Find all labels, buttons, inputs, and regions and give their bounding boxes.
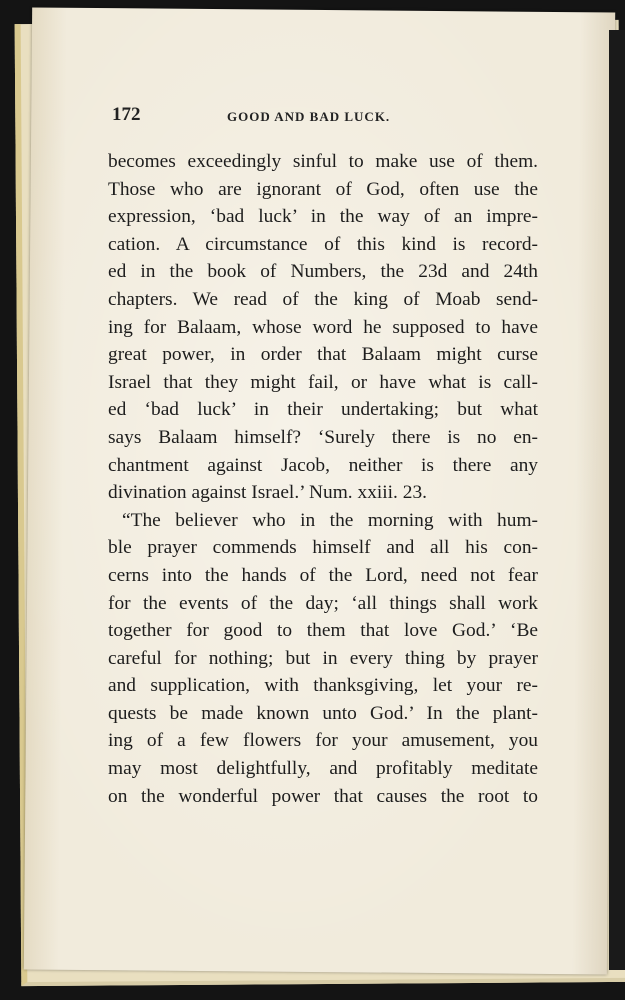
text-line: becomes exceedingly sinful to make use of them. <box>108 151 538 172</box>
text-line: chapters. We read of the king of Moab send- <box>108 288 538 310</box>
text-line: great power, in order that Balaam might curse <box>108 344 538 366</box>
text-line: Those who are ignorant of God, often use the <box>108 178 538 200</box>
binding-gutter <box>609 30 625 970</box>
text-line: ing of a few flowers for your amusement, you <box>108 730 538 752</box>
text-line: careful for nothing; but in every thing by prayer <box>108 647 538 669</box>
text-line: quests be made known unto God.’ In the plant- <box>108 702 538 724</box>
text-line: says Balaam himself? ‘Surely there is no en- <box>108 426 538 448</box>
text-line: cation. A circumstance of this kind is record- <box>108 233 538 255</box>
text-line: for the events of the day; ‘all things shall work <box>108 592 538 614</box>
text-line: ed in the book of Numbers, the 23d and 24th <box>108 261 538 283</box>
text-line: ed ‘bad luck’ in their undertaking; but what <box>108 399 538 421</box>
page-number: 172 <box>112 104 141 125</box>
text-line: on the wonderful power that causes the root to <box>108 785 538 807</box>
text-line: ing for Balaam, whose word he supposed to have <box>108 316 538 338</box>
text-line: Israel that they might fail, or have what is call- <box>108 371 538 393</box>
text-line: together for good to them that love God.’ ‘Be <box>108 620 538 642</box>
text-line: ble prayer commends himself and all his con- <box>108 537 538 559</box>
text-line: “The believer who in the morning with hum- <box>122 509 538 531</box>
text-line: chantment against Jacob, neither is there any <box>108 454 538 476</box>
text-line: and supplication, with thanksgiving, let your re- <box>108 675 538 697</box>
body-text <box>108 148 538 810</box>
running-head: GOOD AND BAD LUCK. <box>227 109 391 124</box>
text-line: divination against Israel.’ Num. xxiii. 23. <box>108 482 427 504</box>
text-line: may most delightfully, and profitably meditate <box>108 758 538 780</box>
text-line: expression, ‘bad luck’ in the way of an impre- <box>108 206 538 228</box>
text-line: cerns into the hands of the Lord, need not fear <box>108 564 538 586</box>
page-header <box>112 104 532 134</box>
